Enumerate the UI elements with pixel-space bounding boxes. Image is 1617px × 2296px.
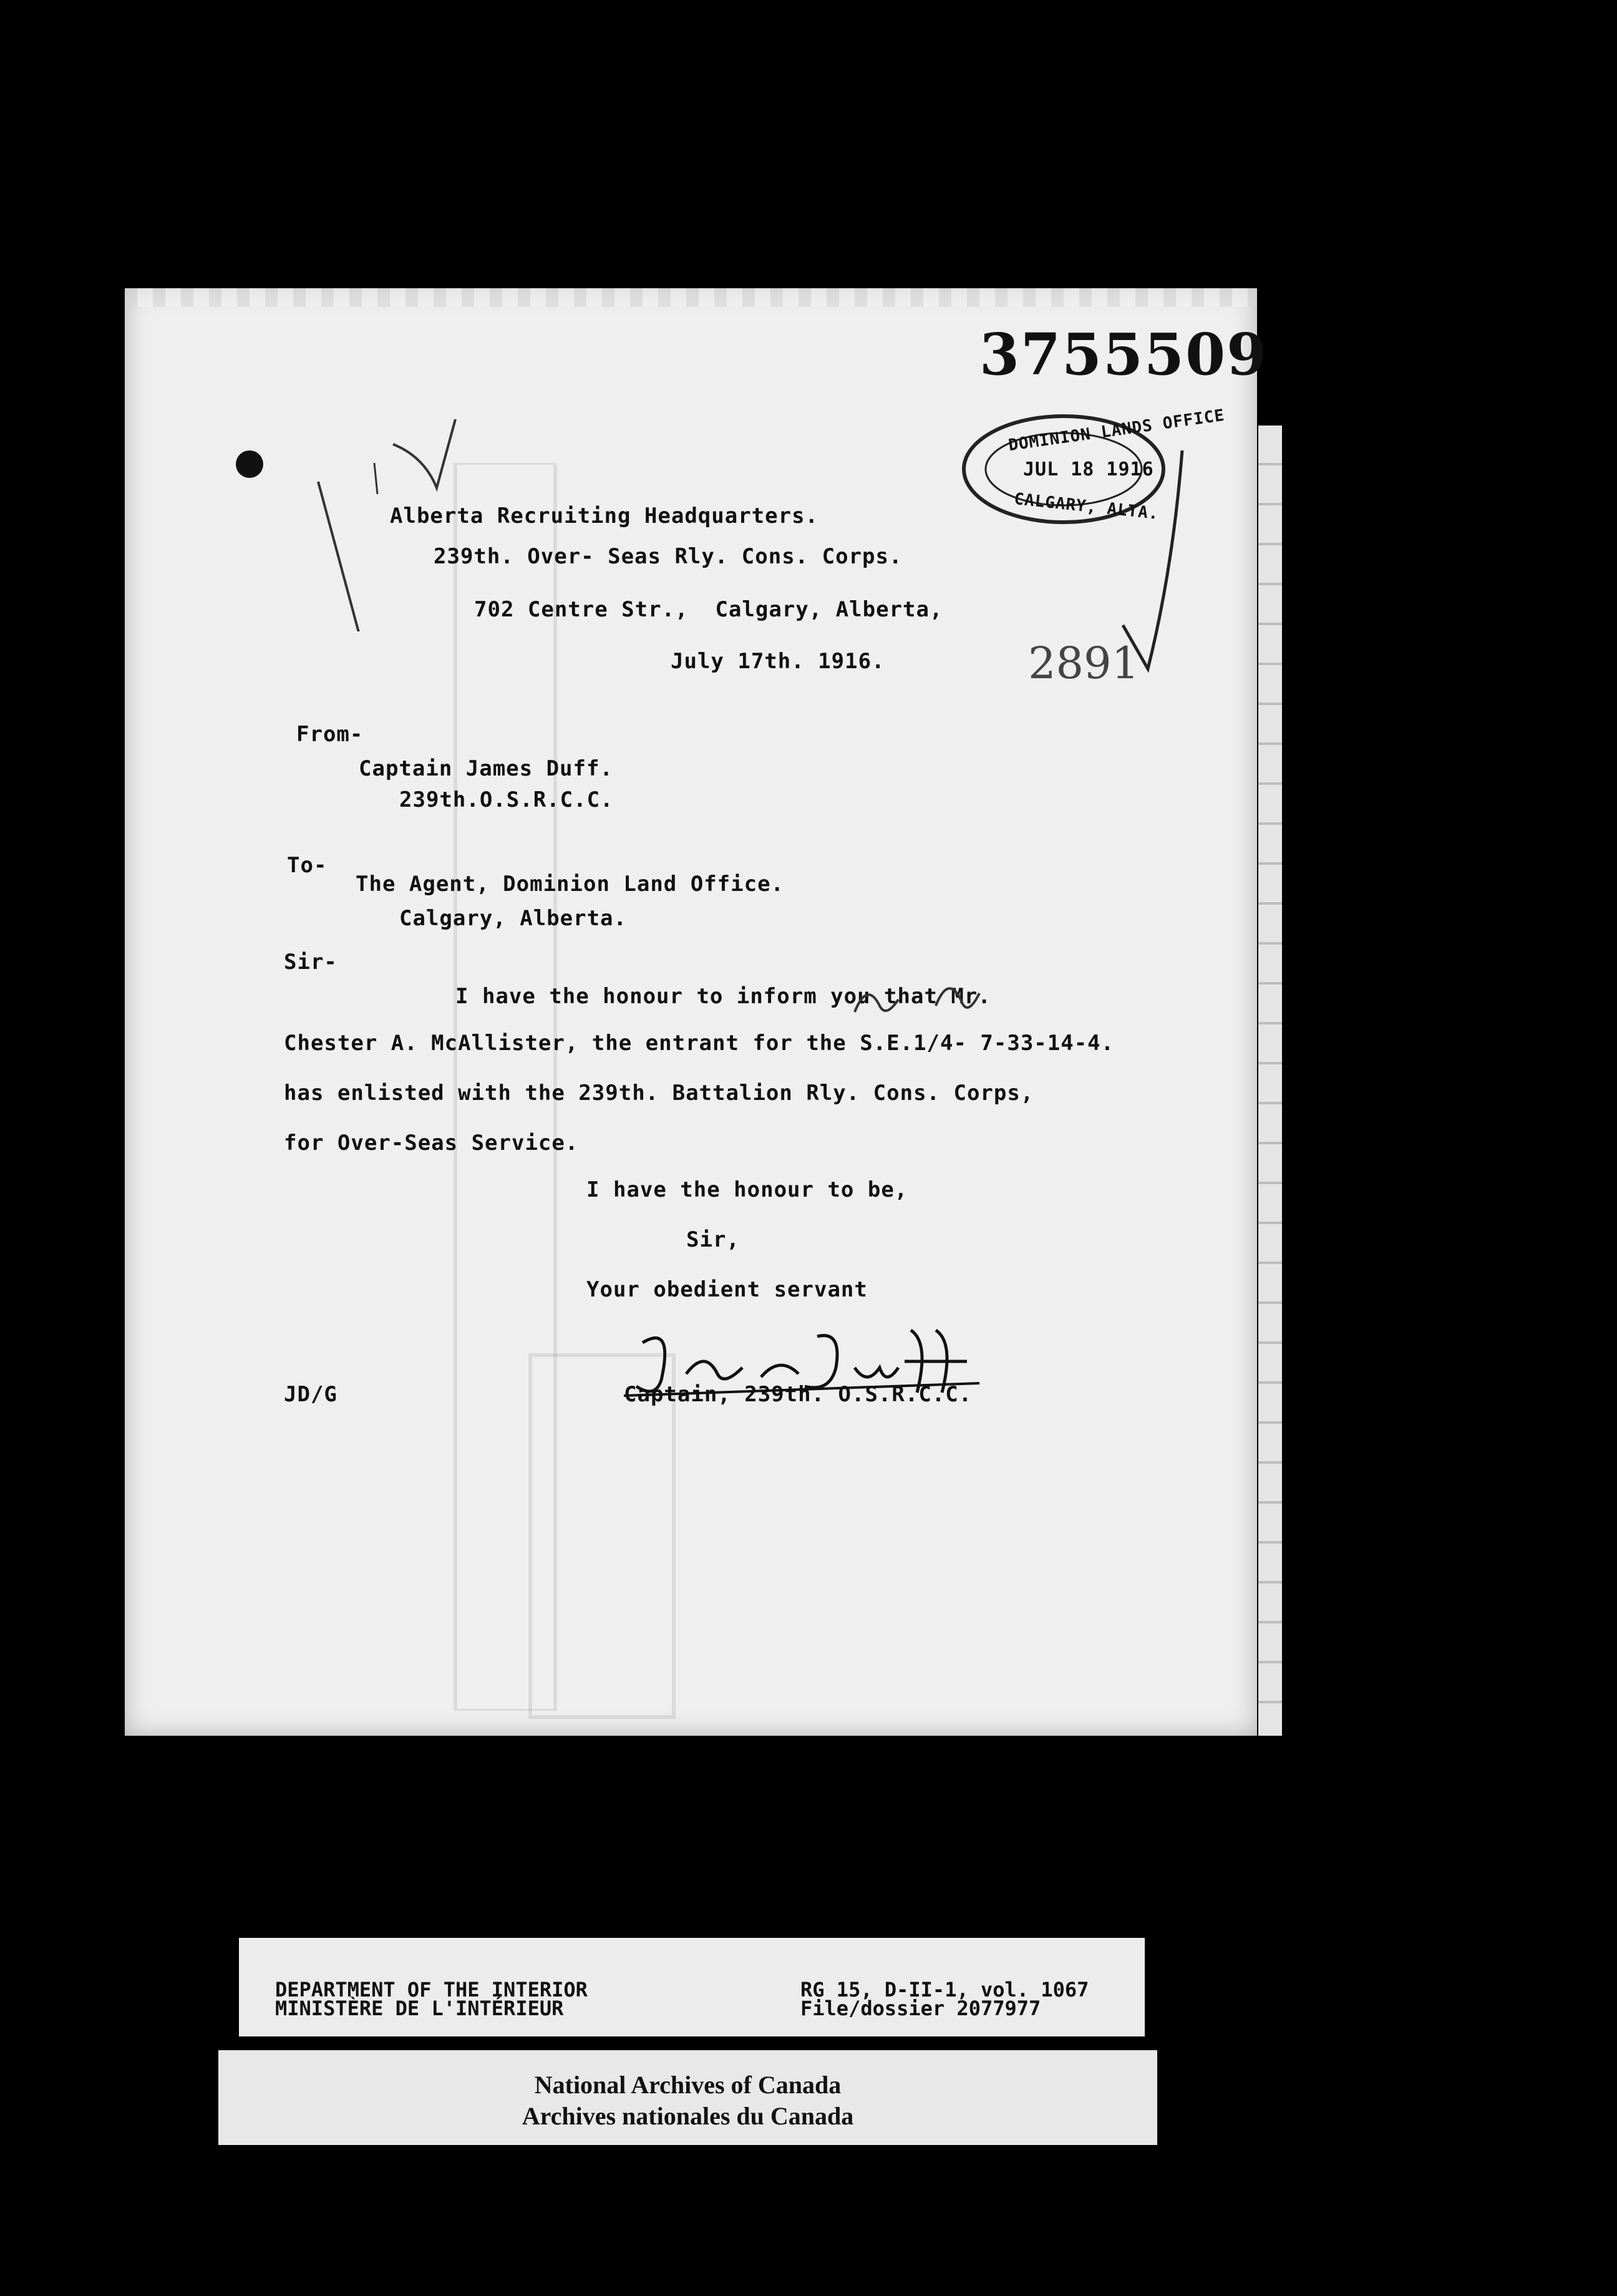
department-fr: MINISTÈRE DE L'INTÉRIEUR [275,1997,564,2020]
file-check-mark [1098,444,1192,719]
stamp-line1: DOMINION LANDS OFFICE [1007,406,1226,455]
from-unit: 239th.O.S.R.C.C. [399,787,614,812]
letterhead-line2: 239th. Over- Seas Rly. Cons. Corps. [434,544,903,569]
archives-banner [218,2050,1157,2145]
to-place: Calgary, Alberta. [399,906,627,931]
letterhead-line3: 702 Centre Str., Calgary, Alberta, [474,597,943,622]
from-label: From- [296,722,364,747]
to-name: The Agent, Dominion Land Office. [356,872,785,897]
archive-reference-label [239,1938,1145,2036]
document-number: 3755509 [979,321,1268,388]
archives-en: National Archives of Canada [534,2071,842,2099]
initials: JD/G [284,1382,337,1407]
department-en: DEPARTMENT OF THE INTERIOR [275,1978,588,2002]
body-line-3: has enlisted with the 239th. Battalion Rly. Cons. Corps, [284,1081,1034,1106]
closing-line-1: I have the honour to be, [586,1177,908,1202]
closing-line-2: Sir, [686,1227,740,1252]
stamp-date: JUL 18 1916 [1023,459,1154,480]
record-group-ref: RG 15, D-II-1, vol. 1067 [800,1978,1089,2002]
closing-line-3: Your obedient servant [586,1277,868,1302]
letter-date: July 17th. 1916. [671,649,885,674]
watermark-lower [524,1349,680,1723]
stamp-line2: CALGARY, ALTA. [1013,489,1160,524]
body-line-4: for Over-Seas Service. [284,1131,579,1155]
page-edge [1258,426,1282,1736]
body-line-1: I have the honour to inform you that Mr. [455,984,991,1009]
letter-page [125,288,1268,1736]
signature-title: Captain, 239th. O.S.R.C.C. [624,1382,973,1407]
archives-fr: Archives nationales du Canada [522,2102,854,2130]
salutation: Sir- [284,950,337,975]
from-name: Captain James Duff. [359,756,613,781]
letterhead-line1: Alberta Recruiting Headquarters. [390,503,819,528]
to-label: To- [287,853,328,878]
file-ref: File/dossier 2077977 [800,1997,1041,2020]
file-number: 2891 [1028,638,1140,689]
body-line-2: Chester A. McAllister, the entrant for the S.E.1/4- 7-33-14-4. [284,1031,1115,1056]
